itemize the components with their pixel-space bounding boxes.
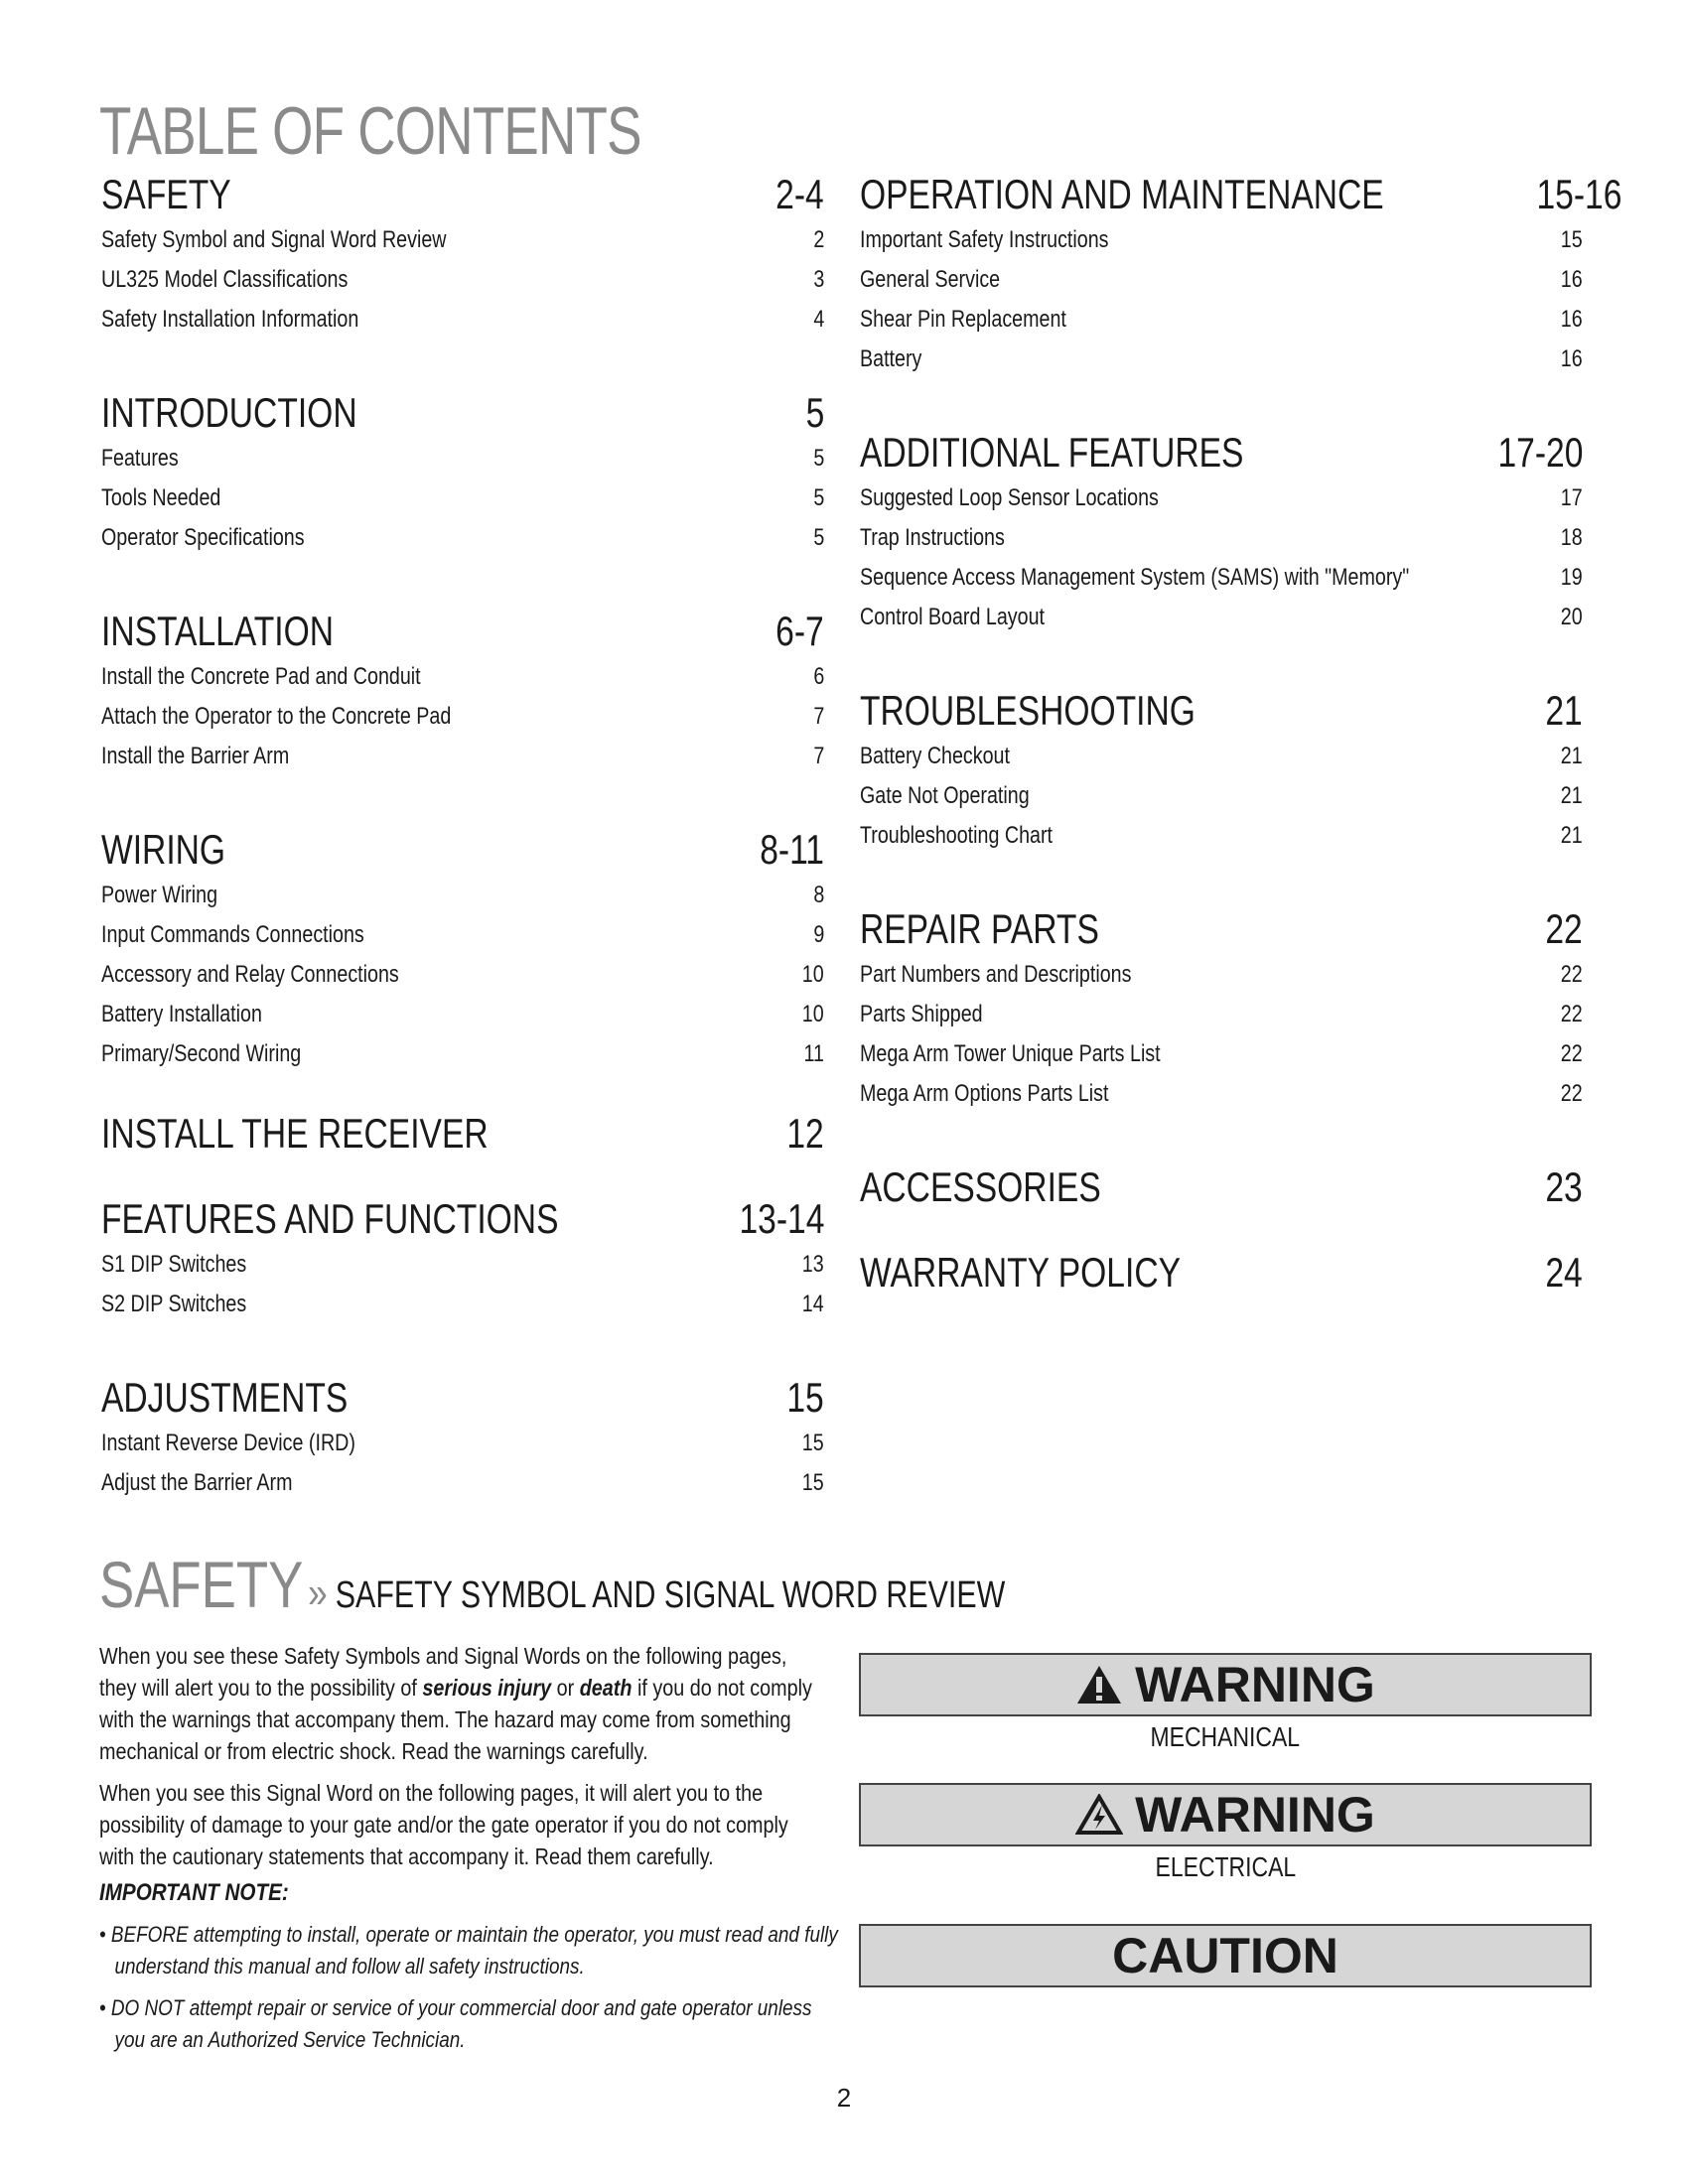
toc-entry[interactable]: Part Numbers and Descriptions 22 — [860, 961, 1583, 988]
toc-entry[interactable]: Adjust the Barrier Arm 15 — [101, 1469, 824, 1496]
toc-entry[interactable]: Suggested Loop Sensor Locations 17 — [860, 484, 1583, 511]
toc-entry[interactable]: Safety Symbol and Signal Word Review 2 — [101, 226, 824, 253]
toc-entry[interactable]: Trap Instructions 18 — [860, 524, 1583, 551]
toc-section — [860, 427, 1583, 637]
toc-section-heading[interactable]: ADDITIONAL FEATURES 17-20 — [860, 429, 1583, 476]
toc-entry[interactable]: Operator Specifications 5 — [101, 524, 824, 551]
toc-entry[interactable]: Control Board Layout 20 — [860, 604, 1583, 630]
toc-right-column — [860, 169, 1622, 1298]
toc-section — [860, 1161, 1583, 1213]
toc-entry[interactable]: Power Wiring 8 — [101, 882, 824, 908]
toc-entry[interactable]: Gate Not Operating 21 — [860, 782, 1583, 809]
list-item: • BEFORE attempting to install, operate or maintain the operator, you must read and fully understand this manual and follow all safety instructions. — [99, 1922, 838, 1979]
toc-entry[interactable]: Sequence Access Management System (SAMS) with "Memory" 19 — [860, 564, 1583, 591]
toc-entry[interactable]: Features 5 — [101, 445, 824, 472]
toc-section-heading[interactable]: ADJUSTMENTS 15 — [101, 1374, 824, 1421]
safety-paragraph-1: When you see these Safety Symbols and Signal Words on the following pages, they will alert you to the possibility of serious injury or death if you do not comply with the warnings that accompany them. The hazard may come from something mechanical or from electric shock. Read the warnings carefully. — [99, 1643, 812, 1764]
toc-entry[interactable]: Instant Reverse Device (IRD) 15 — [101, 1430, 824, 1456]
toc-section-heading[interactable]: INSTALL THE RECEIVER 12 — [101, 1110, 824, 1157]
toc-section — [860, 903, 1583, 1114]
toc-entry[interactable]: General Service 16 — [860, 266, 1583, 293]
toc-entry[interactable]: Primary/Second Wiring 11 — [101, 1040, 824, 1067]
toc-entry[interactable]: Mega Arm Tower Unique Parts List 22 — [860, 1040, 1583, 1067]
electric-shock-icon — [1075, 1794, 1123, 1836]
toc-section-heading[interactable]: FEATURES AND FUNCTIONS 13-14 — [101, 1195, 824, 1242]
toc-entry[interactable]: S2 DIP Switches 14 — [101, 1291, 824, 1317]
toc-section-heading[interactable]: INSTALLATION 6-7 — [101, 608, 824, 654]
toc-section-heading[interactable]: SAFETY 2-4 — [101, 171, 824, 217]
safety-paragraph-2: When you see this Signal Word on the following pages, it will alert you to the possibility of damage to your gate and/or the gate operator if you do not comply with the cautionary statements that accompany it. Read them carefully. — [99, 1780, 788, 1869]
important-note-list — [99, 1919, 838, 2066]
toc-entry[interactable]: Input Commands Connections 9 — [101, 921, 824, 948]
warning-triangle-icon — [1075, 1664, 1123, 1706]
toc-entry[interactable]: Important Safety Instructions 15 — [860, 226, 1583, 253]
toc-section-heading[interactable]: WARRANTY POLICY 24 — [860, 1249, 1583, 1296]
toc-entry[interactable]: UL325 Model Classifications 3 — [101, 266, 824, 293]
toc-section — [860, 169, 1622, 379]
toc-section — [101, 387, 824, 558]
toc-section — [101, 1193, 824, 1324]
toc-section — [101, 606, 824, 776]
toc-entry[interactable]: Attach the Operator to the Concrete Pad 7 — [101, 703, 824, 730]
toc-entry[interactable]: Tools Needed 5 — [101, 484, 824, 511]
toc-section-heading[interactable]: OPERATION AND MAINTENANCE 15-16 — [860, 171, 1622, 217]
toc-entry[interactable]: Install the Concrete Pad and Conduit 6 — [101, 663, 824, 690]
toc-section — [101, 169, 824, 340]
warning-electrical-caption: ELECTRICAL — [1155, 1851, 1296, 1882]
toc-section — [860, 685, 1583, 856]
toc-section-heading[interactable]: TROUBLESHOOTING 21 — [860, 687, 1583, 734]
toc-section — [101, 1108, 824, 1160]
toc-entry[interactable]: Battery Installation 10 — [101, 1001, 824, 1027]
toc-entry[interactable]: Battery 16 — [860, 345, 1583, 372]
warning-mechanical-box: WARNING — [859, 1653, 1592, 1716]
toc-entry[interactable]: Battery Checkout 21 — [860, 743, 1583, 769]
caution-box: CAUTION — [859, 1924, 1592, 1987]
toc-section — [101, 824, 824, 1074]
important-note-heading: IMPORTANT NOTE: — [99, 1879, 289, 1906]
toc-section-heading[interactable]: WIRING 8-11 — [101, 826, 824, 873]
toc-entry[interactable]: Safety Installation Information 4 — [101, 306, 824, 333]
toc-section-heading[interactable]: ACCESSORIES 23 — [860, 1163, 1583, 1210]
toc-section — [860, 1247, 1583, 1298]
warning-mechanical-caption: MECHANICAL — [1150, 1721, 1301, 1752]
toc-entry[interactable]: Troubleshooting Chart 21 — [860, 822, 1583, 849]
toc-entry[interactable]: Parts Shipped 22 — [860, 1001, 1583, 1027]
toc-entry[interactable]: Mega Arm Options Parts List 22 — [860, 1080, 1583, 1107]
toc-section-heading[interactable]: INTRODUCTION 5 — [101, 389, 824, 436]
safety-section-heading: SAFETY » SAFETY SYMBOL AND SIGNAL WORD REVIEW — [99, 1548, 1006, 1621]
list-item: • DO NOT attempt repair or service of your commercial door and gate operator unless you are an Authorized Service Technician. — [99, 1995, 812, 2052]
toc-section — [101, 1372, 824, 1503]
toc-entry[interactable]: Install the Barrier Arm 7 — [101, 743, 824, 769]
warning-electrical-box: WARNING — [859, 1783, 1592, 1846]
toc-section-heading[interactable]: REPAIR PARTS 22 — [860, 905, 1583, 952]
toc-entry[interactable]: Accessory and Relay Connections 10 — [101, 961, 824, 988]
toc-entry[interactable]: Shear Pin Replacement 16 — [860, 306, 1583, 333]
page-number: 2 — [836, 2083, 852, 2113]
toc-title: TABLE OF CONTENTS — [99, 93, 641, 169]
toc-left-column — [101, 169, 824, 1503]
toc-entry[interactable]: S1 DIP Switches 13 — [101, 1251, 824, 1278]
